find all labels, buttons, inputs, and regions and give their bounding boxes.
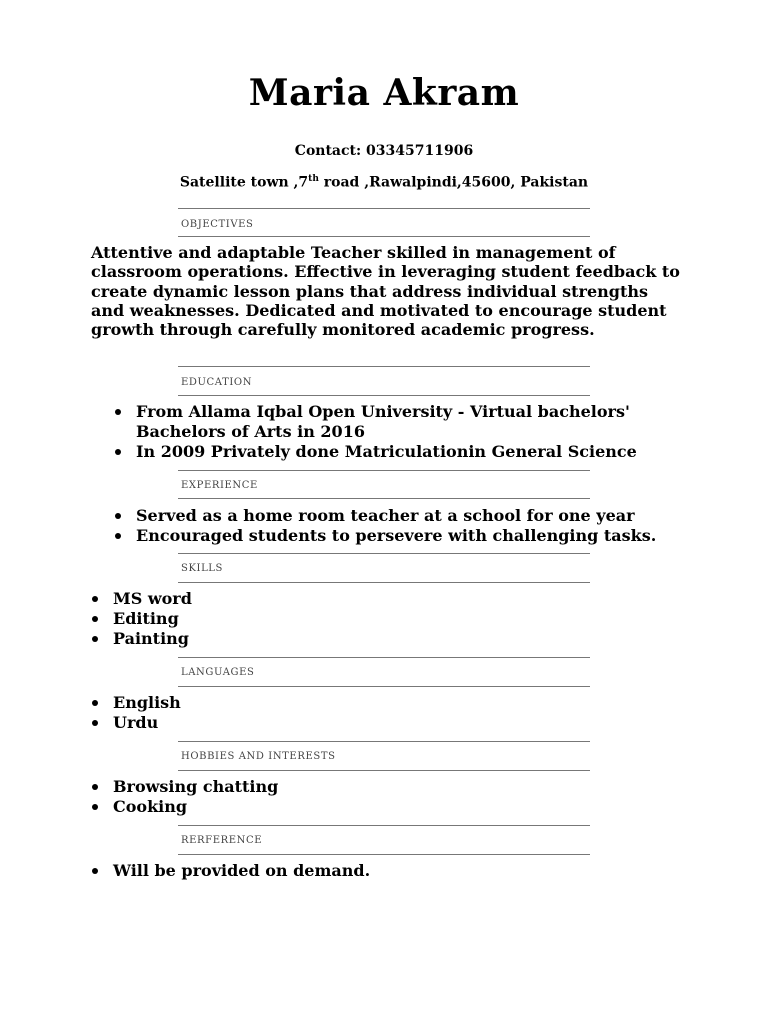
reference-list: [91, 861, 491, 881]
language-item-text: English: [113, 693, 181, 712]
bullet-icon: [92, 720, 98, 726]
objectives-text: Attentive and adaptable Teacher skilled in management of classroom operations. Effective in leveraging student feedback to create dynamic lesson plans that address individual strengths and weaknesses. Dedicated and motivated to encourage student growth through carefully monitored academic progress.: [91, 243, 680, 340]
list-item: [91, 777, 391, 797]
bullet-icon: [92, 700, 98, 706]
bullet-icon: [92, 868, 98, 874]
resume-name: Maria Akram: [248, 72, 520, 114]
bullet-icon: [92, 616, 98, 622]
experience-heading: EXPERIENCE: [181, 480, 258, 491]
bullet-icon: [92, 784, 98, 790]
language-item-text: Urdu: [113, 713, 159, 732]
bullet-icon: [92, 804, 98, 810]
objectives-top-rule: [178, 208, 590, 209]
reference-bottom-rule: [178, 854, 590, 855]
reference-heading: RERFERENCE: [181, 835, 263, 846]
experience-bottom-rule: [178, 498, 590, 499]
education-item-text: In 2009 Privately done Matriculationin General Science: [136, 442, 637, 461]
reference-item-text: Will be provided on demand.: [113, 861, 371, 880]
education-bottom-rule: [178, 395, 590, 396]
list-item: [114, 506, 694, 526]
education-item-text: From Allama Iqbal Open University - Virtual bachelors' Bachelors of Arts in 2016: [136, 402, 630, 441]
experience-item-text: Served as a home room teacher at a school for one year: [136, 506, 635, 525]
list-item: [91, 629, 391, 649]
bullet-icon: [115, 533, 121, 539]
address-superscript: th: [308, 174, 319, 184]
experience-list: [114, 506, 694, 546]
hobbies-top-rule: [178, 741, 590, 742]
education-top-rule: [178, 366, 590, 367]
bullet-icon: [92, 596, 98, 602]
skill-item-text: Painting: [113, 629, 189, 648]
skills-list: [91, 589, 391, 649]
languages-top-rule: [178, 657, 590, 658]
experience-item-text: Encouraged students to persevere with challenging tasks.: [136, 526, 657, 545]
hobby-item-text: Cooking: [113, 797, 188, 816]
education-heading: EDUCATION: [181, 377, 253, 388]
hobbies-list: [91, 777, 391, 817]
hobbies-heading: HOBBIES AND INTERESTS: [181, 751, 336, 762]
languages-heading: LANGUAGES: [181, 667, 255, 678]
list-item: [91, 609, 391, 629]
bullet-icon: [115, 409, 121, 415]
experience-top-rule: [178, 470, 590, 471]
skills-top-rule: [178, 553, 590, 554]
list-item: [91, 589, 391, 609]
education-list: [114, 402, 674, 462]
languages-list: [91, 693, 391, 733]
list-item: [91, 797, 391, 817]
bullet-icon: [115, 513, 121, 519]
languages-bottom-rule: [178, 686, 590, 687]
skill-item-text: Editing: [113, 609, 179, 628]
list-item: [91, 861, 491, 881]
hobby-item-text: Browsing chatting: [113, 777, 279, 796]
objectives-heading: OBJECTIVES: [181, 219, 254, 230]
list-item: [114, 402, 674, 442]
skills-heading: SKILLS: [181, 563, 224, 574]
bullet-icon: [115, 449, 121, 455]
reference-top-rule: [178, 825, 590, 826]
list-item: [114, 442, 674, 462]
skill-item-text: MS word: [113, 589, 192, 608]
address-line: [0, 174, 768, 191]
list-item: [91, 693, 391, 713]
skills-bottom-rule: [178, 582, 590, 583]
list-item: [91, 713, 391, 733]
address-part-1: Satellite town ,7: [179, 174, 309, 191]
bullet-icon: [92, 636, 98, 642]
objectives-bottom-rule: [178, 236, 590, 237]
contact-line: Contact: 03345711906: [294, 143, 474, 159]
hobbies-bottom-rule: [178, 770, 590, 771]
list-item: [114, 526, 694, 546]
address-part-2: road ,Rawalpindi,45600, Pakistan: [318, 174, 589, 191]
